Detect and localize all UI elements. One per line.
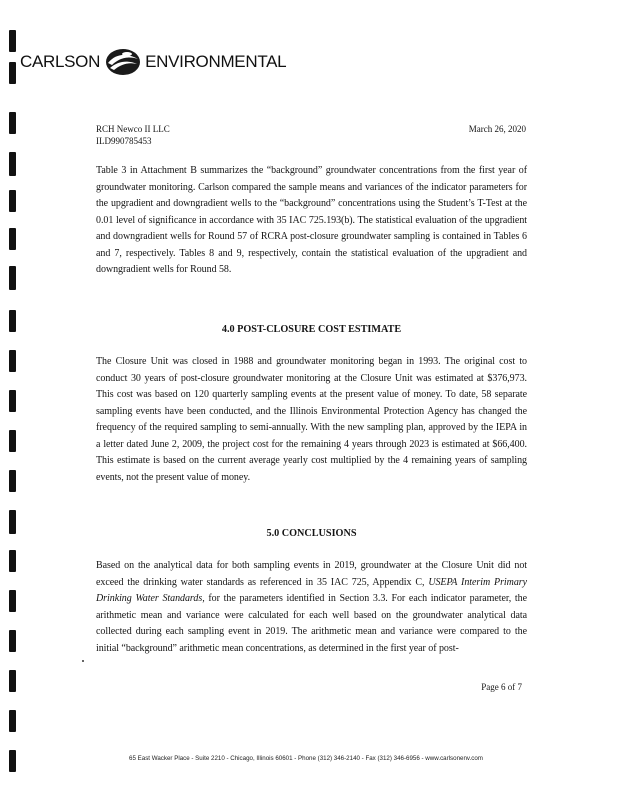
paragraph-conclusions bbox=[96, 558, 527, 657]
scan-speck bbox=[82, 660, 84, 662]
letter-date: March 26, 2020 bbox=[468, 124, 526, 134]
recipient-id: ILD990785453 bbox=[96, 136, 152, 146]
paragraph-background-concentrations: Table 3 in Attachment B summarizes the “background” groundwater concentrations from the first year of groundwater monitoring. Carlson compared the sample means and variances of the indicator parameters for the upgradient and downgradient wells to the “background” concentrations using the Student’s T-Test at the 0.01 level of significance in accordance with 35 IAC 725.193(b). The statistical evaluation of the upgradient and downgradient wells for Round 57 of RCRA post-closure groundwater sampling is contained in Tables 6 and 7, respectively. Tables 8 and 9, respectively, contain the statistical evaluation of the upgradient and downgradient wells for Round 58. bbox=[96, 165, 527, 275]
carlson-swirl-logo-icon bbox=[104, 47, 142, 77]
recipient-block bbox=[96, 123, 170, 147]
binding-edge-marks bbox=[9, 0, 16, 800]
footer-contact: 65 East Wacker Place - Suite 2210 - Chicago, Illinois 60601 - Phone (312) 346-2140 - Fax (312) 346-6956 - www.carlsonenv.com bbox=[129, 755, 483, 762]
company-name-right: ENVIRONMENTAL bbox=[145, 52, 287, 71]
page-number: Page 6 of 7 bbox=[481, 682, 522, 692]
conclusions-text-part1: Based on the analytical data for both sampling events in 2019, groundwater at the Closure Unit did not exceed the drinking water standards as referenced in 35 IAC 725, Appendix C, bbox=[96, 560, 527, 588]
conclusions-text-part2: for the parameters identified in Section 3.3. For each indicator parameter, the arithmetic mean and variance were calculated for each well based on the groundwater analytical data collected during each sampling event in 2019. The arithmetic mean and variance were compared to the initial “background” arithmetic mean concentrations, as determined in the first year of post- bbox=[96, 593, 527, 654]
standards-title: USEPA Interim Primary Drinking Water Standards, bbox=[96, 576, 527, 604]
paragraph-cost-estimate: The Closure Unit was closed in 1988 and groundwater monitoring began in 1993. The original cost to conduct 30 years of post-closure groundwater monitoring at the Closure Unit was estimated at $376,973. This cost was based on 120 quarterly sampling events at the present value of money. To date, 58 separate sampling events have been conducted, and the Illinois Environmental Protection Agency has changed the frequency of the required sampling to semi-annually. With the new sampling plan, approved by the IEPA in a letter dated June 2, 2009, the project cost for the remaining 4 years through 2023 is estimated at $66,400. This estimate is based on the current average yearly cost multiplied by the 4 remaining years of sampling events, not the present value of money. bbox=[96, 356, 527, 483]
letterhead-logo bbox=[20, 50, 286, 74]
company-name-left: CARLSON bbox=[20, 52, 101, 71]
section-heading-cost-estimate: 4.0 POST-CLOSURE COST ESTIMATE bbox=[221, 324, 402, 335]
section-heading-conclusions: 5.0 CONCLUSIONS bbox=[266, 528, 357, 539]
recipient-name: RCH Newco II LLC bbox=[96, 124, 170, 134]
